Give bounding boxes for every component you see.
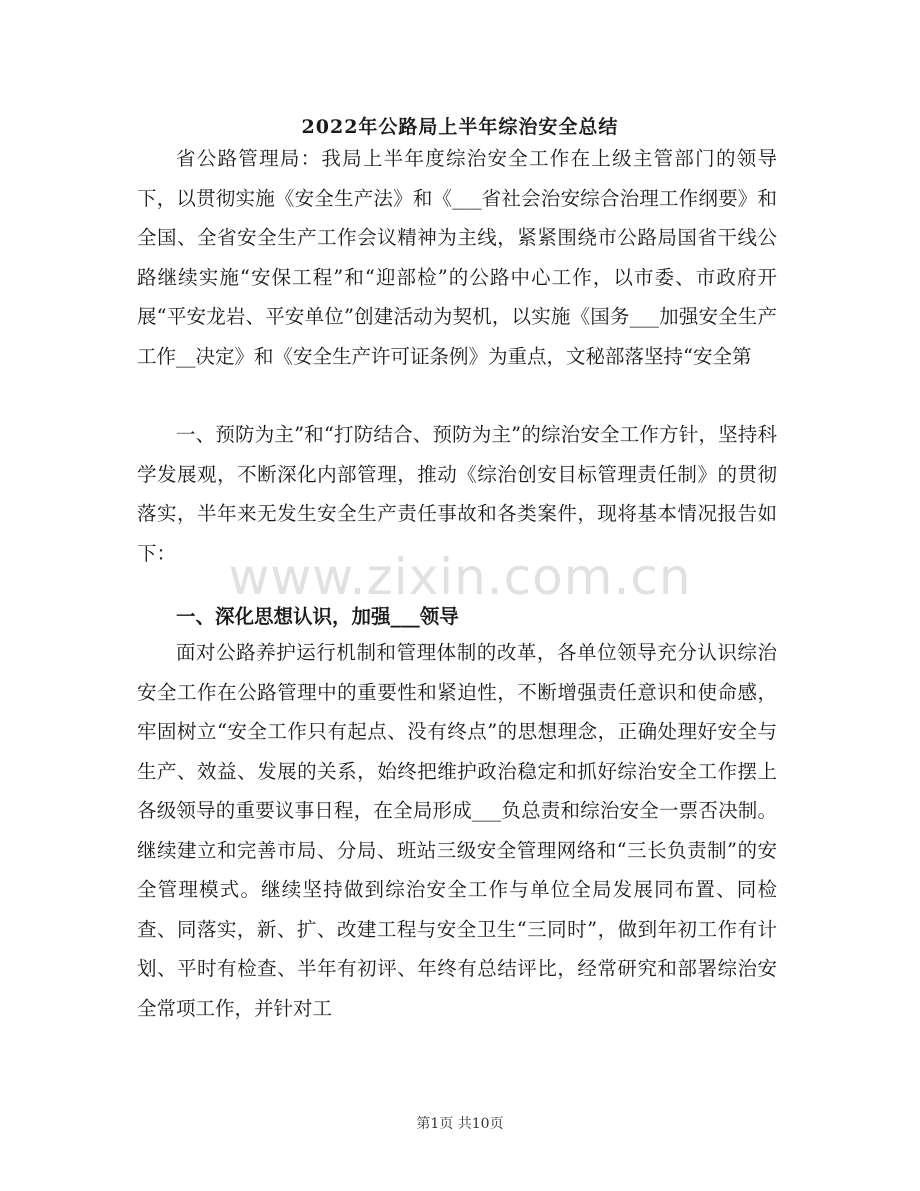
- paragraph-section-1: 面对公路养护运行机制和管理体制的改革，各单位领导充分认识综治安全工作在公路管理中的重要性和紧迫性，不断增强责任意识和使命感，牢固树立“安全工作只有起点、没有终点”的思想理念，正确处理好安全与生产、效益、发展的关系，始终把维护政治稳定和抓好综治安全工作摆上各级领导的重要议事日程，在全局形成___负总责和综治安全一票否决制。继续建立和完善市局、分局、班站三级安全管理网络和“三长负责制”的安全管理模式。继续坚持做到综治安全工作与单位全局发展同布置、同检查、同落实，新、扩、改建工程与安全卫生“三同时”，做到年初工作有计划、平时有检查、半年有初评、年终有总结评比，经常研究和部署综治安全常项工作，并针对工: [137, 641, 777, 1020]
- document-title: 2022年公路局上半年综治安全总结: [301, 116, 619, 138]
- paragraph-intro: 省公路管理局：我局上半年度综治安全工作在上级主管部门的领导下，以贯彻实施《安全生产法》和《___省社会治安综合治理工作纲要》和全国、全省安全生产工作会议精神为主线，紧紧围绕市公路局国省干线公路继续实施“安保工程”和“迎部检”的公路中心工作，以市委、市政府开展“平安龙岩、平安单位”创建活动为契机，以实施《国务___加强安全生产工作__决定》和《安全生产许可证条例》为重点，文秘部落坚持“安全第: [137, 147, 777, 368]
- page-footer: 第1页 共10页: [416, 1116, 504, 1132]
- paragraph-policy: 一、预防为主”和“打防结合、预防为主”的综治安全工作方针，坚持科学发展观，不断深化内部管理，推动《综治创安目标管理责任制》的贯彻落实，半年来无发生安全生产责任事故和各类案件，现将基本情况报告如下：: [137, 423, 777, 565]
- watermark-text: www.zixin.com.cn: [228, 548, 692, 606]
- section-heading-1: 一、深化思想认识，加强___领导: [176, 605, 459, 628]
